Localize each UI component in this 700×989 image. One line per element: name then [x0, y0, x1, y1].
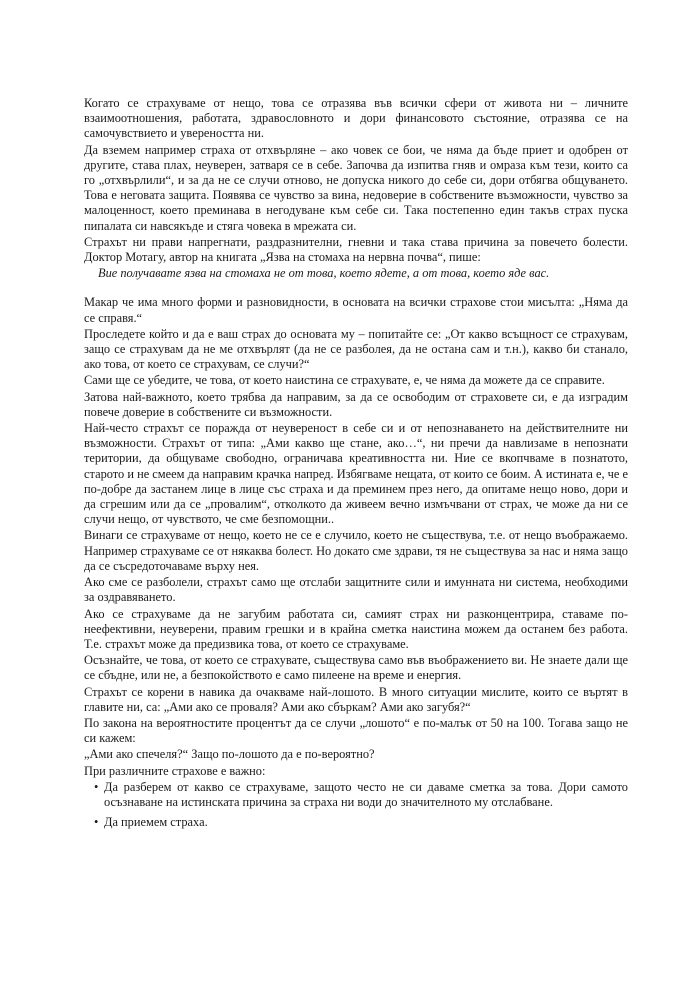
bullet-list: [84, 780, 628, 831]
paragraph: Ако сме се разболели, страхът само ще отслаби защитните сили и имунната ни система, необходими за оздравяването.: [84, 575, 628, 605]
paragraph: Да вземем например страха от отхвърляне – ако човек се бои, че няма да бъде приет и одобрен от другите, става плах, неуверен, затваря се в себе. Започва да изпитва гняв и омраза към тези, които са го „отхвърлили“, и за да не се случи отново, не допуска никого до себе си, дори отбягва общуването. Това е неговата защита. Появява се чувство за вина, недоверие в собствените възможности, чувство за малоценност, което преминава в негодуване към себе си. Така постепенно един такъв страх пуска пипалата си навсякъде и стяга човека в мрежата си.: [84, 142, 628, 233]
paragraph: Страхът ни прави напрегнати, раздразнителни, гневни и така става причина за повечето болести. Доктор Мотагу, автор на книгата „Язва на стомаха на нервна почва“, пише:: [84, 234, 628, 265]
list-item: [94, 780, 628, 810]
paragraph: Макар че има много форми и разновидности, в основата на всички страхове стои мисълта: „Няма да се справя.“: [84, 295, 628, 325]
paragraph: Проследете който и да е ваш страх до основата му – попитайте се: „От какво всъщност се страхувам, защо се страхувам да не ме отхвърлят (да не се разболея, да не остана сам и т.н.), какво би станало, ако това, от което се страхувам, се случи?“: [84, 326, 628, 372]
bullet-icon: •: [94, 779, 99, 794]
paragraph: „Ами ако спечеля?“ Защо по-лошото да е по-вероятно?: [84, 747, 375, 762]
paragraph: По закона на вероятностите процентът да се случи „лошото“ е по-малък от 50 на 100. Тогава защо не си кажем:: [84, 715, 628, 746]
paragraph: При различните страхове е важно:: [84, 763, 266, 778]
paragraph: Най-често страхът се поражда от неувереност в себе си и от непознаването на действителните ни възможности. Страхът от типа: „Ами какво ще стане, ако…“, ни пречи да навлизаме в непознати територии, да общуваме свободно, ограничава креативността ни. Ние се вкопчваме в познатото, старото и не смеем да направим крачка напред. Избягваме нещата, от които се боим. А истината е, че е по-добре да застанем лице в лице със страха и да преминем през него, да опитаме нещо ново, дори и да сгрешим или да се „провалим“, отколкото да живеем вечно измъчвани от страх, че може да ни се случи нещо, от чувството, че сме безпомощни..: [84, 421, 628, 527]
paragraph: Ако се страхуваме да не загубим работата си, самият страх ни разконцентрира, ставаме по-неефективни, неуверени, правим грешки и в крайна сметка наистина можем да останем без работа. Т.е. страхът може да предизвика това, от което се страхуваме.: [84, 606, 628, 651]
document-page: [84, 96, 628, 835]
bullet-icon: •: [94, 815, 99, 830]
paragraph: Сами ще се убедите, че това, от което наистина се страхувате, е, че няма да можете да се справите.: [84, 373, 605, 388]
paragraph: Когато се страхуваме от нещо, това се отразява във всички сфери от живота ни – личните взаимоотношения, работата, здравословното и дори финансовото състояние, отразява се на самочувствието и увереността ни.: [84, 96, 628, 141]
list-item: [94, 815, 628, 830]
list-item-text: Да приемем страха.: [104, 815, 208, 830]
paragraph: Винаги се страхуваме от нещо, което не се е случило, което не съществува, т.е. от нещо въображаемо. Например страхуваме се от някаква болест. Но докато сме здрави, тя не съществува за нас и няма защо да се съсредоточаваме върху нея.: [84, 528, 628, 573]
quote: Вие получавате язва на стомаха не от това, което ядете, а от това, което яде вас.: [98, 266, 550, 281]
paragraph: Осъзнайте, че това, от което се страхувате, съществува само във въображението ви. Не знаете дали ще се сбъдне, или не, а безпокойството е само пилеене на време и енергия.: [84, 653, 628, 683]
list-item-text: Да разберем от какво се страхуваме, защото често не си даваме сметка за това. Дори самото осъзнаване на истинската причина за страха ни води до значителното му отслабване.: [104, 779, 628, 809]
paragraph: Затова най-важното, което трябва да направим, за да се освободим от страховете си, е да изградим повече доверие в собствените си възможности.: [84, 389, 628, 419]
paragraph: Страхът се корени в навика да очакваме най-лошото. В много ситуации мислите, които се въртят в главите ни, са: „Ами ако се проваля? Ами ако сбъркам? Ами ако загубя?“: [84, 684, 628, 714]
section-gap: [84, 281, 628, 295]
